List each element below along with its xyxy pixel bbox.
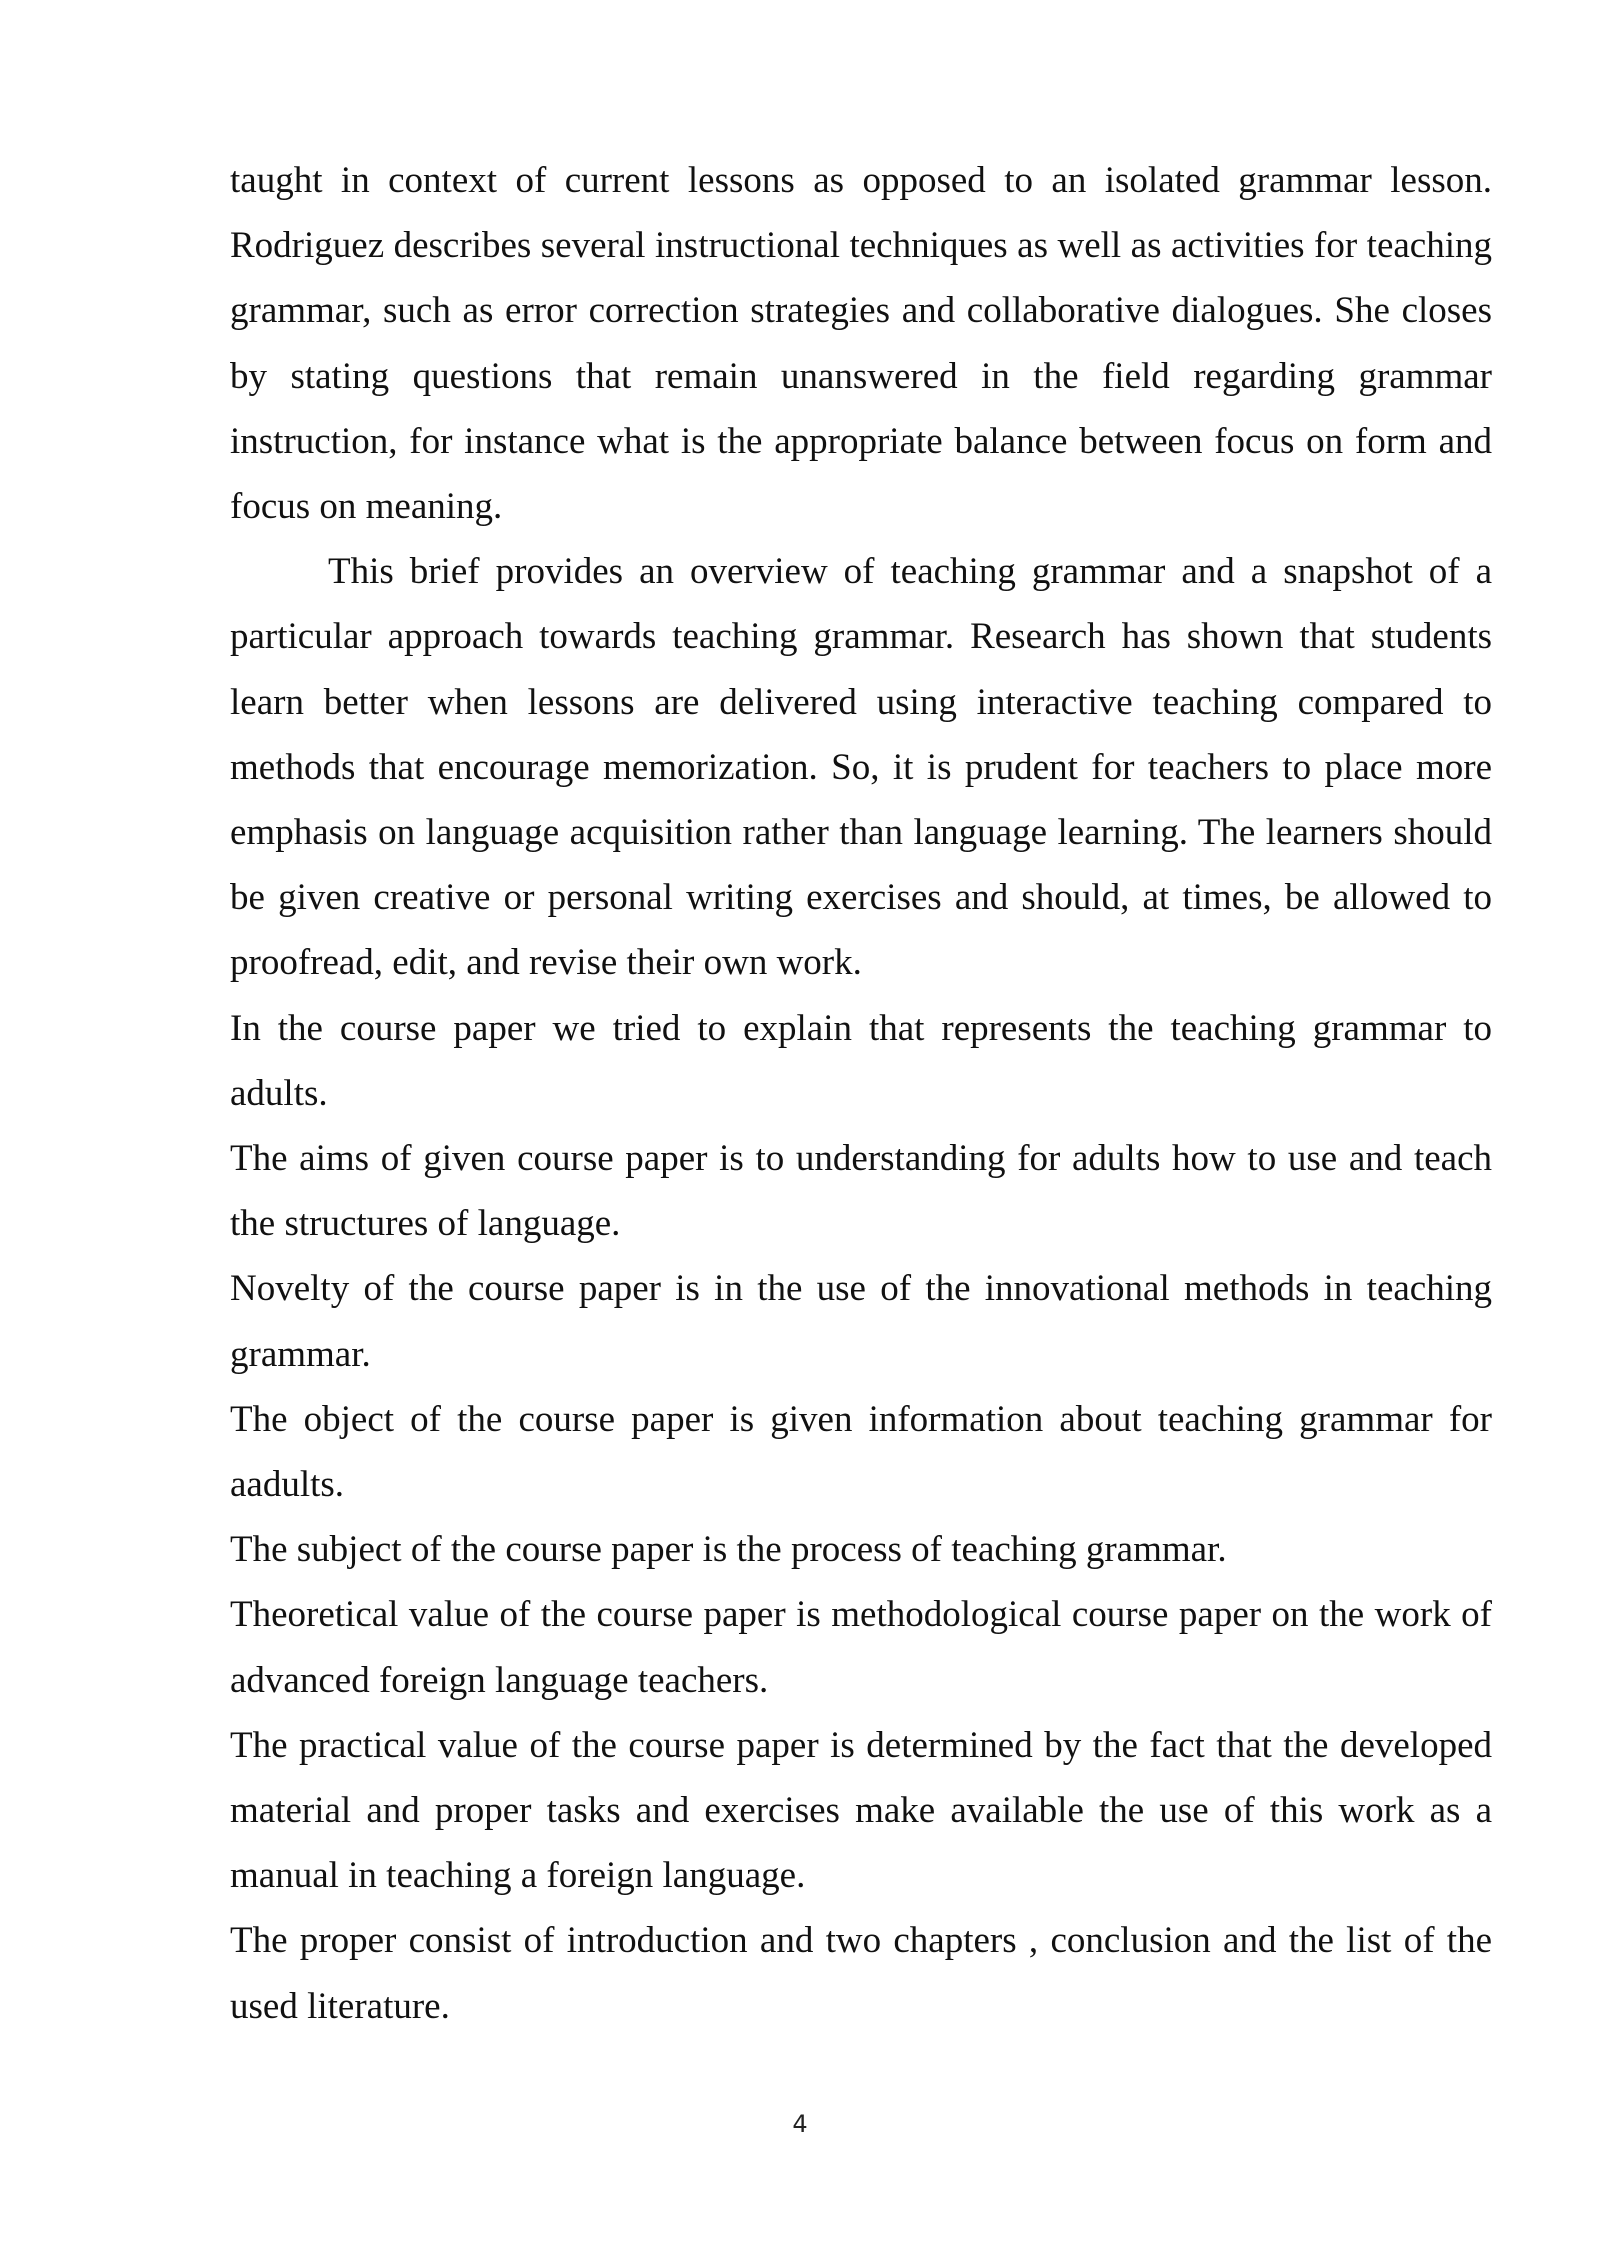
paragraph-structure: The proper consist of introduction and two chapters , conclusion and the list of the used literature.: [230, 1920, 1492, 2027]
paragraph-brief-overview: This brief provides an overview of teaching grammar and a snapshot of a particular approach towards teaching grammar. Research has shown that students learn better when lessons are delivered using interactive teaching compared to methods that encourage memorization. So, it is prudent for teachers to place more emphasis on language acquisition rather than language learning. The learners should be given creative or personal writing exercises and should, at times, be allowed to proofread, edit, and revise their own work.: [230, 551, 1492, 984]
paragraph-object: The object of the course paper is given information about teaching grammar for aadults.: [230, 1398, 1492, 1506]
paragraph-subject: The subject of the course paper is the process of teaching grammar.: [230, 1529, 1227, 1571]
paragraph-course-paper-explanation: In the course paper we tried to explain that represents the teaching grammar to adults.: [230, 1007, 1492, 1114]
paragraph-aims: The aims of given course paper is to understanding for adults how to use and teach the structures of language.: [230, 1138, 1492, 1245]
paragraph-theoretical-value: Theoretical value of the course paper is methodological course paper on the work of advanced foreign language teachers.: [230, 1594, 1492, 1701]
paragraph-context-grammar: taught in context of current lessons as opposed to an isolated grammar lesson. Rodriguez describes several instructional techniques as well as activities for teaching grammar, such as error correction strategies and collaborative dialogues. She closes by stating questions that remain unanswered in the field regarding grammar instruction, for instance what is the appropriate balance between focus on form and focus on meaning.: [230, 160, 1492, 528]
page-number: 4: [792, 2110, 808, 2138]
paragraph-novelty: Novelty of the course paper is in the use of the innovational methods in teaching grammar.: [230, 1268, 1492, 1375]
body-text: [230, 148, 1492, 2039]
paragraph-practical-value: The practical value of the course paper is determined by the fact that the developed material and proper tasks and exercises make available the use of this work as a manual in teaching a foreign language.: [230, 1724, 1492, 1897]
